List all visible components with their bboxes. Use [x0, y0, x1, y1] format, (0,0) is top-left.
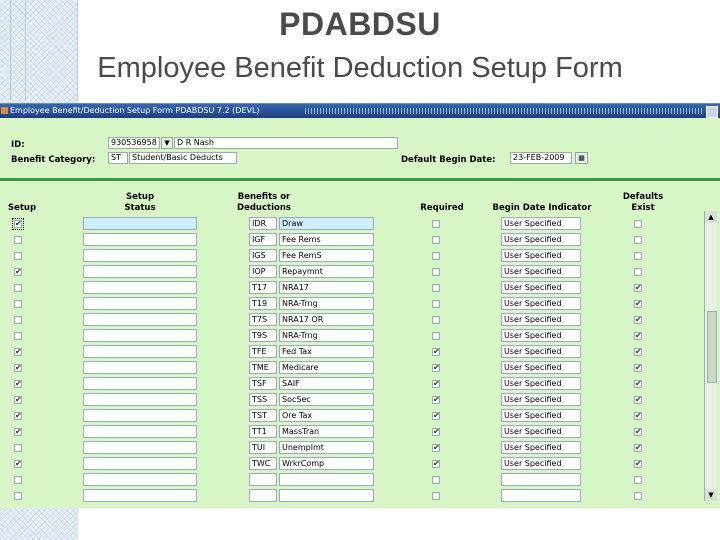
- setup-checkbox[interactable]: [14, 332, 22, 340]
- defaults-exist-checkbox[interactable]: ✔: [635, 283, 642, 292]
- defaults-exist-checkbox[interactable]: [634, 268, 642, 276]
- begin-date-indicator-field[interactable]: User Specified: [501, 297, 581, 310]
- col-header-setup-status-line1: Setup: [125, 192, 155, 202]
- required-checkbox[interactable]: [432, 316, 440, 324]
- required-checkbox[interactable]: [432, 268, 440, 276]
- required-checkbox[interactable]: ✔: [433, 459, 440, 468]
- window-control-button[interactable]: [706, 106, 718, 118]
- benefit-desc-field: Unemplmt: [279, 441, 374, 454]
- benefit-code-field[interactable]: IOP: [249, 265, 277, 278]
- defaults-exist-checkbox[interactable]: ✔: [635, 299, 642, 308]
- setup-status-field[interactable]: [83, 489, 197, 502]
- setup-status-field[interactable]: [83, 345, 197, 358]
- setup-status-field[interactable]: [83, 377, 197, 390]
- benefit-desc-field: Draw: [279, 217, 374, 230]
- defaults-exist-checkbox[interactable]: [634, 476, 642, 484]
- col-header-setup: Setup: [7, 203, 37, 213]
- benefit-category-code-field[interactable]: ST: [108, 152, 128, 164]
- benefit-code-field[interactable]: T17: [249, 281, 277, 294]
- begin-date-indicator-field[interactable]: User Specified: [501, 361, 581, 374]
- required-checkbox[interactable]: ✔: [433, 395, 440, 404]
- defaults-exist-checkbox[interactable]: ✔: [635, 443, 642, 452]
- setup-checkbox[interactable]: [14, 444, 22, 452]
- required-checkbox[interactable]: [432, 220, 440, 228]
- benefit-desc-field: SocSec: [279, 393, 374, 406]
- id-field[interactable]: 930536958: [108, 137, 160, 149]
- col-header-benefits-line2: Deductions: [237, 203, 291, 213]
- default-begin-date-field[interactable]: 23-FEB-2009: [510, 152, 572, 164]
- setup-checkbox[interactable]: ✔: [15, 219, 22, 228]
- setup-status-field[interactable]: [83, 217, 197, 230]
- calendar-button[interactable]: [575, 152, 588, 164]
- benefit-code-field[interactable]: IDR: [249, 217, 277, 230]
- window-title: Employee Benefit/Deduction Setup Form PDABDSU 7.2 (DEVL): [10, 106, 260, 115]
- defaults-exist-checkbox[interactable]: ✔: [635, 379, 642, 388]
- benefit-code-field[interactable]: T9S: [249, 329, 277, 342]
- begin-date-indicator-field[interactable]: User Specified: [501, 313, 581, 326]
- scroll-up-arrow-icon[interactable]: ▲: [705, 211, 717, 223]
- setup-checkbox[interactable]: [14, 236, 22, 244]
- setup-status-field[interactable]: [83, 393, 197, 406]
- benefit-desc-field: NRA17: [279, 281, 374, 294]
- name-field[interactable]: D R Nash: [174, 137, 398, 149]
- default-begin-date-label: Default Begin Date:: [401, 155, 496, 165]
- vertical-scrollbar[interactable]: [704, 211, 717, 501]
- begin-date-indicator-field[interactable]: User Specified: [501, 329, 581, 342]
- required-checkbox[interactable]: ✔: [433, 347, 440, 356]
- setup-checkbox[interactable]: ✔: [15, 347, 22, 356]
- benefit-desc-field: Fed Tax: [279, 345, 374, 358]
- defaults-exist-checkbox[interactable]: [634, 236, 642, 244]
- setup-checkbox[interactable]: ✔: [15, 267, 22, 276]
- benefit-desc-field: Fee RemS: [279, 249, 374, 262]
- setup-checkbox[interactable]: [14, 492, 22, 500]
- id-lookup-button[interactable]: [161, 137, 173, 149]
- begin-date-indicator-field[interactable]: User Specified: [501, 377, 581, 390]
- benefit-desc-field: Repaymnt: [279, 265, 374, 278]
- setup-checkbox[interactable]: ✔: [15, 427, 22, 436]
- col-header-required: Required: [420, 203, 464, 213]
- begin-date-indicator-field[interactable]: User Specified: [501, 345, 581, 358]
- calendar-icon: ▦: [578, 154, 585, 162]
- setup-checkbox[interactable]: [14, 252, 22, 260]
- setup-checkbox[interactable]: [14, 300, 22, 308]
- setup-status-field[interactable]: [83, 233, 197, 246]
- scroll-down-arrow-icon[interactable]: ▼: [705, 489, 717, 501]
- required-checkbox[interactable]: [432, 476, 440, 484]
- benefit-code-field[interactable]: TST: [249, 409, 277, 422]
- app-icon: [1, 107, 8, 114]
- benefit-desc-field: NRA-Trng: [279, 297, 374, 310]
- setup-status-field[interactable]: [83, 361, 197, 374]
- setup-status-field[interactable]: [83, 441, 197, 454]
- slide-title: PDABDSU: [279, 6, 441, 42]
- required-checkbox[interactable]: [432, 284, 440, 292]
- benefit-code-field[interactable]: TSS: [249, 393, 277, 406]
- required-checkbox[interactable]: [432, 236, 440, 244]
- defaults-exist-checkbox[interactable]: ✔: [635, 427, 642, 436]
- setup-status-field[interactable]: [83, 473, 197, 486]
- block-separator: [0, 178, 720, 181]
- begin-date-indicator-field[interactable]: [501, 489, 581, 502]
- benefit-desc-field: Fee Rems: [279, 233, 374, 246]
- setup-checkbox[interactable]: ✔: [15, 379, 22, 388]
- col-header-benefits-line1: Benefits or: [237, 192, 291, 202]
- setup-checkbox[interactable]: ✔: [15, 395, 22, 404]
- setup-status-field[interactable]: [83, 249, 197, 262]
- defaults-exist-checkbox[interactable]: ✔: [635, 347, 642, 356]
- begin-date-indicator-field[interactable]: [501, 473, 581, 486]
- setup-status-field[interactable]: [83, 409, 197, 422]
- setup-status-field[interactable]: [83, 297, 197, 310]
- benefit-category-label: Benefit Category:: [11, 155, 96, 165]
- setup-status-field[interactable]: [83, 281, 197, 294]
- benefit-code-field[interactable]: TSF: [249, 377, 277, 390]
- defaults-exist-checkbox[interactable]: [634, 220, 642, 228]
- benefit-desc-field: Ore Tax: [279, 409, 374, 422]
- begin-date-indicator-field[interactable]: User Specified: [501, 393, 581, 406]
- setup-checkbox[interactable]: ✔: [15, 411, 22, 420]
- begin-date-indicator-field[interactable]: User Specified: [501, 217, 581, 230]
- benefit-desc-field: NRA-Trng: [279, 329, 374, 342]
- scrollbar-thumb[interactable]: [707, 311, 717, 383]
- required-checkbox[interactable]: ✔: [433, 443, 440, 452]
- benefit-category-desc-field: Student/Basic Deducts: [129, 152, 237, 164]
- id-label: ID:: [11, 140, 25, 150]
- window-titlebar: [0, 104, 720, 118]
- required-checkbox[interactable]: [432, 492, 440, 500]
- benefit-code-field[interactable]: IGS: [249, 249, 277, 262]
- defaults-exist-checkbox[interactable]: [634, 252, 642, 260]
- required-checkbox[interactable]: ✔: [433, 379, 440, 388]
- begin-date-indicator-field[interactable]: User Specified: [501, 425, 581, 438]
- required-checkbox[interactable]: [432, 332, 440, 340]
- benefit-code-field[interactable]: TME: [249, 361, 277, 374]
- benefit-code-field[interactable]: TFE: [249, 345, 277, 358]
- benefit-code-field[interactable]: TUI: [249, 441, 277, 454]
- defaults-exist-checkbox[interactable]: ✔: [635, 331, 642, 340]
- col-header-begin-date-indicator: Begin Date Indicator: [492, 203, 592, 213]
- titlebar-pattern: [305, 108, 702, 114]
- setup-checkbox[interactable]: ✔: [15, 363, 22, 372]
- benefit-desc-field: [279, 473, 374, 486]
- banner-form-screenshot: [0, 103, 720, 508]
- setup-checkbox[interactable]: ✔: [15, 459, 22, 468]
- benefit-code-field[interactable]: TWC: [249, 457, 277, 470]
- required-checkbox[interactable]: ✔: [433, 363, 440, 372]
- chevron-down-icon: ▼: [164, 139, 170, 147]
- defaults-exist-checkbox[interactable]: ✔: [635, 315, 642, 324]
- begin-date-indicator-field[interactable]: User Specified: [501, 409, 581, 422]
- defaults-exist-checkbox[interactable]: ✔: [635, 459, 642, 468]
- begin-date-indicator-field[interactable]: User Specified: [501, 457, 581, 470]
- setup-status-field[interactable]: [83, 457, 197, 470]
- benefit-code-field[interactable]: T7S: [249, 313, 277, 326]
- required-checkbox[interactable]: ✔: [433, 427, 440, 436]
- begin-date-indicator-field[interactable]: User Specified: [501, 281, 581, 294]
- defaults-exist-checkbox[interactable]: ✔: [635, 363, 642, 372]
- col-header-defaults-line2: Exist: [631, 203, 655, 213]
- benefit-code-field[interactable]: [249, 473, 277, 486]
- col-header-defaults-line1: Defaults: [622, 192, 664, 202]
- begin-date-indicator-field[interactable]: User Specified: [501, 265, 581, 278]
- benefit-code-field[interactable]: IGF: [249, 233, 277, 246]
- defaults-exist-checkbox[interactable]: ✔: [635, 395, 642, 404]
- benefit-code-field[interactable]: [249, 489, 277, 502]
- setup-status-field[interactable]: [83, 265, 197, 278]
- defaults-exist-checkbox[interactable]: ✔: [635, 411, 642, 420]
- begin-date-indicator-field[interactable]: User Specified: [501, 441, 581, 454]
- col-header-setup-status-line2: Status: [124, 203, 156, 213]
- setup-status-field[interactable]: [83, 313, 197, 326]
- slide-subtitle: Employee Benefit Deduction Setup Form: [97, 52, 623, 84]
- defaults-exist-checkbox[interactable]: [634, 492, 642, 500]
- benefit-desc-field: Medicare: [279, 361, 374, 374]
- required-checkbox[interactable]: ✔: [433, 411, 440, 420]
- setup-status-field[interactable]: [83, 425, 197, 438]
- benefit-code-field[interactable]: TT1: [249, 425, 277, 438]
- benefit-desc-field: [279, 489, 374, 502]
- benefit-code-field[interactable]: T19: [249, 297, 277, 310]
- setup-checkbox[interactable]: [14, 284, 22, 292]
- required-checkbox[interactable]: [432, 252, 440, 260]
- setup-checkbox[interactable]: [14, 316, 22, 324]
- benefit-desc-field: SAIF: [279, 377, 374, 390]
- begin-date-indicator-field[interactable]: User Specified: [501, 249, 581, 262]
- required-checkbox[interactable]: [432, 300, 440, 308]
- setup-checkbox[interactable]: [14, 476, 22, 484]
- benefit-desc-field: MassTran: [279, 425, 374, 438]
- begin-date-indicator-field[interactable]: User Specified: [501, 233, 581, 246]
- benefit-desc-field: WrkrComp: [279, 457, 374, 470]
- setup-status-field[interactable]: [83, 329, 197, 342]
- benefit-desc-field: NRA17 OR: [279, 313, 374, 326]
